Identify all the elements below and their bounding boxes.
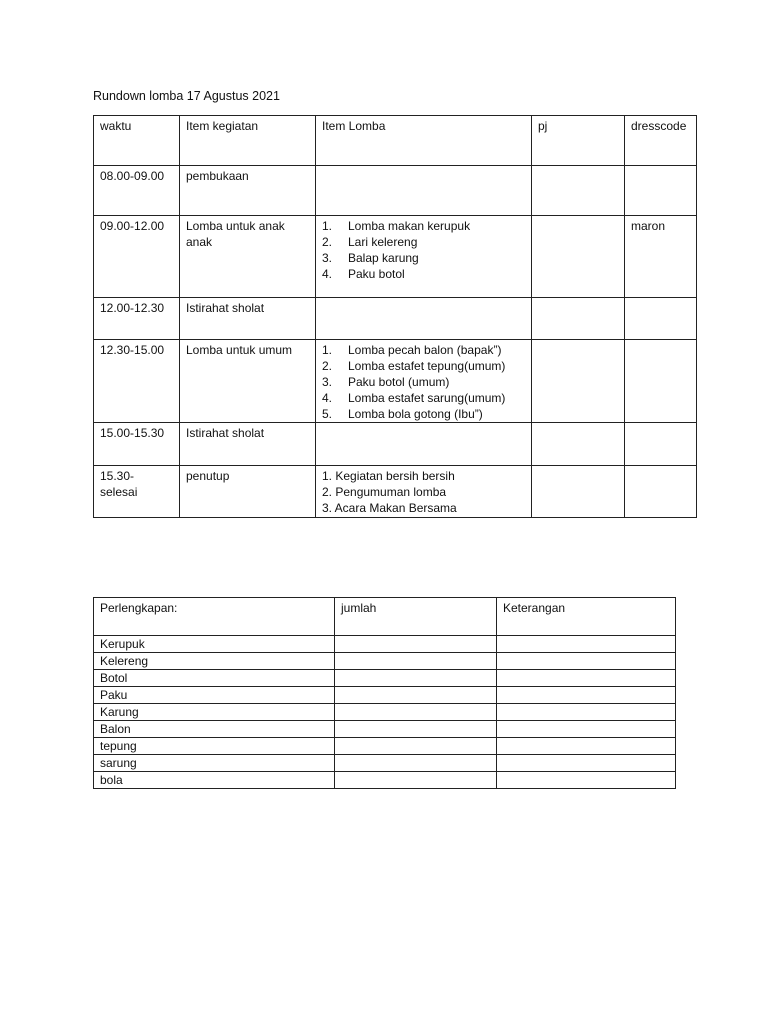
table-row (94, 670, 676, 687)
cell-jumlah (335, 772, 497, 789)
list-item: 5. Lomba bola gotong (Ibu”) (322, 407, 483, 421)
lomba-list (322, 342, 525, 422)
table-row (94, 687, 676, 704)
list-item: 3. Balap karung (322, 251, 419, 265)
cell-jumlah (335, 704, 497, 721)
cell-perlengkapan: Karung (94, 704, 335, 721)
cell-keterangan (497, 721, 676, 738)
cell-kegiatan: Lomba untuk anak anak (180, 216, 316, 298)
cell-perlengkapan: Botol (94, 670, 335, 687)
cell-jumlah (335, 670, 497, 687)
table-row (94, 772, 676, 789)
list-item: 1. Kegiatan bersih bersih (322, 469, 455, 483)
rundown-table (93, 115, 697, 518)
list-item: 1. Lomba makan kerupuk (322, 219, 471, 233)
table-row (94, 653, 676, 670)
table-header-row (94, 598, 676, 636)
list-item: 1. Lomba pecah balon (bapak”) (322, 343, 502, 357)
equipment-rows (94, 636, 676, 789)
table-row (94, 704, 676, 721)
cell-keterangan (497, 704, 676, 721)
list-item: 2. Lari kelereng (322, 235, 418, 249)
list-item: 3. Acara Makan Bersama (322, 501, 457, 515)
cell-jumlah (335, 721, 497, 738)
cell-kegiatan: Lomba untuk umum (180, 340, 316, 423)
table-row (94, 216, 697, 298)
cell-pj (532, 166, 625, 216)
cell-lomba (316, 298, 532, 340)
cell-keterangan (497, 687, 676, 704)
cell-kegiatan: Istirahat sholat (180, 423, 316, 466)
cell-dresscode (625, 298, 697, 340)
cell-waktu: 15.30- selesai (94, 466, 180, 518)
cell-perlengkapan: Balon (94, 721, 335, 738)
cell-lomba (316, 166, 532, 216)
cell-jumlah (335, 738, 497, 755)
cell-keterangan (497, 670, 676, 687)
header-perlengkapan: Perlengkapan: (94, 598, 335, 636)
cell-waktu: 09.00-12.00 (94, 216, 180, 298)
cell-jumlah (335, 687, 497, 704)
equipment-table (93, 597, 676, 789)
cell-jumlah (335, 653, 497, 670)
table-row (94, 721, 676, 738)
table-row (94, 423, 697, 466)
cell-lomba (316, 216, 532, 298)
cell-dresscode (625, 423, 697, 466)
cell-waktu: 12.30-15.00 (94, 340, 180, 423)
header-dresscode: dresscode (625, 116, 697, 166)
cell-keterangan (497, 653, 676, 670)
cell-dresscode (625, 466, 697, 518)
table-header-row (94, 116, 697, 166)
table-row (94, 466, 697, 518)
header-keterangan: Keterangan (497, 598, 676, 636)
header-item-lomba: Item Lomba (316, 116, 532, 166)
table-row (94, 738, 676, 755)
cell-perlengkapan: sarung (94, 755, 335, 772)
list-item: 2. Pengumuman lomba (322, 485, 447, 499)
cell-perlengkapan: Kerupuk (94, 636, 335, 653)
cell-perlengkapan: tepung (94, 738, 335, 755)
cell-keterangan (497, 636, 676, 653)
cell-pj (532, 340, 625, 423)
cell-waktu: 12.00-12.30 (94, 298, 180, 340)
cell-jumlah (335, 755, 497, 772)
cell-perlengkapan: bola (94, 772, 335, 789)
table-row (94, 298, 697, 340)
header-pj: pj (532, 116, 625, 166)
lomba-list (322, 218, 525, 282)
cell-pj (532, 216, 625, 298)
cell-lomba (316, 340, 532, 423)
cell-keterangan (497, 755, 676, 772)
header-item-kegiatan: Item kegiatan (180, 116, 316, 166)
table-row (94, 340, 697, 423)
cell-lomba (316, 423, 532, 466)
cell-kegiatan: penutup (180, 466, 316, 518)
cell-perlengkapan: Kelereng (94, 653, 335, 670)
lomba-list (322, 468, 525, 516)
table-row (94, 755, 676, 772)
cell-kegiatan: Istirahat sholat (180, 298, 316, 340)
cell-dresscode: maron (625, 216, 697, 298)
header-jumlah: jumlah (335, 598, 497, 636)
table-row (94, 636, 676, 653)
cell-keterangan (497, 738, 676, 755)
page-title: Rundown lomba 17 Agustus 2021 (93, 89, 280, 103)
header-waktu: waktu (94, 116, 180, 166)
cell-dresscode (625, 166, 697, 216)
cell-pj (532, 423, 625, 466)
cell-keterangan (497, 772, 676, 789)
list-item: 4. Lomba estafet sarung(umum) (322, 391, 506, 405)
cell-perlengkapan: Paku (94, 687, 335, 704)
cell-pj (532, 466, 625, 518)
cell-jumlah (335, 636, 497, 653)
cell-pj (532, 298, 625, 340)
cell-dresscode (625, 340, 697, 423)
cell-waktu: 15.00-15.30 (94, 423, 180, 466)
list-item: 3. Paku botol (umum) (322, 375, 450, 389)
list-item: 4. Paku botol (322, 267, 405, 281)
cell-lomba (316, 466, 532, 518)
cell-kegiatan: pembukaan (180, 166, 316, 216)
cell-waktu: 08.00-09.00 (94, 166, 180, 216)
list-item: 2. Lomba estafet tepung(umum) (322, 359, 506, 373)
table-row (94, 166, 697, 216)
